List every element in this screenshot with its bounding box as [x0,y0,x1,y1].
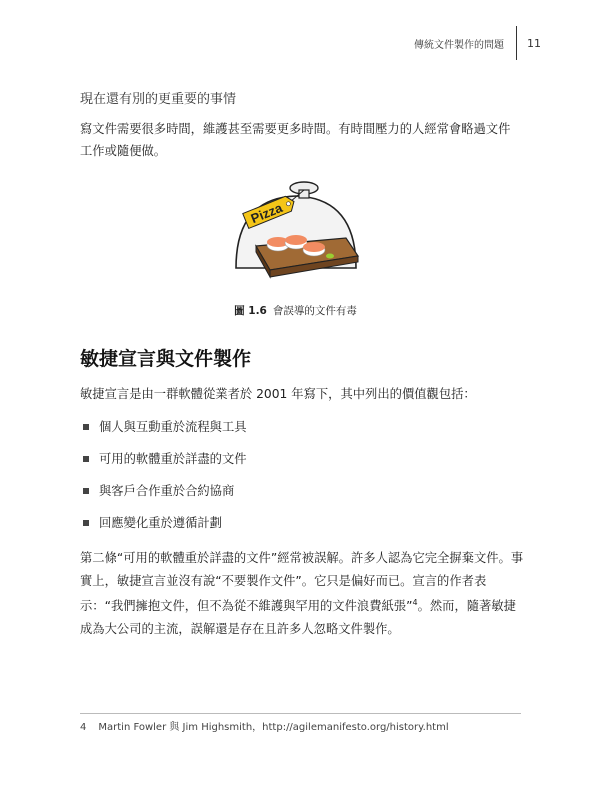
list-item: 與客戶合作重於合約協商 [80,480,247,512]
running-header [414,30,541,56]
footnote-divider [80,713,521,714]
values-list [80,416,247,544]
paragraph-3: 第二條“可用的軟體重於詳盡的文件”經常被誤解。許多人認為它完全摒棄文件。事實上，敏捷宣言並沒有說“不要製作文件”。它只是偏好而已。宣言的作者表示：“我們擁抱文件，但不為從不維護與罕用的文件浪費紙張”$^4$。然而，隨著敏捷成為大公司的主流，誤解還是存在且許多人忽略文件製作。 [80,551,524,636]
footnote-text: Martin Fowler 與 Jim Highsmith，http://agilemanifesto.org/history.html [98,722,449,733]
figure-caption [0,303,591,318]
wasabi [326,254,334,259]
bullet-square-icon [83,456,89,462]
subheading: 現在還有別的更重要的事情 [80,92,237,107]
paragraph-1: 寫文件需要很多時間，維護甚至需要更多時間。有時間壓力的人經常會略過文件工作或隨便做。 [80,122,511,158]
section-heading: 敏捷宣言與文件製作 [80,348,252,370]
running-title: 傳統文件製作的問題 [414,39,504,51]
list-item: 可用的軟體重於詳盡的文件 [80,448,247,480]
footnote-ref[interactable]: 4 [412,598,418,607]
figure-poison-pizza [226,176,366,296]
list-item: 回應變化重於遵循計劃 [80,512,247,544]
list-item: 個人與互動重於流程與工具 [80,416,247,448]
figure-caption-label: 圖 1.6 [234,305,267,317]
bullet-square-icon [83,520,89,526]
paragraph-2: 敏捷宣言是由一群軟體從業者於 2001 年寫下，其中列出的價值觀包括： [80,387,476,401]
footnote-number: 4 [80,722,87,733]
dome-plate-illustration [226,176,366,296]
figure-caption-text: 會誤導的文件有毒 [272,305,357,317]
page-number: 11 [527,36,541,50]
pizza-tag-label: Pizza [248,200,285,227]
header-divider [516,26,517,60]
bullet-square-icon [83,488,89,494]
bullet-square-icon [83,424,89,430]
footnote [80,718,449,733]
